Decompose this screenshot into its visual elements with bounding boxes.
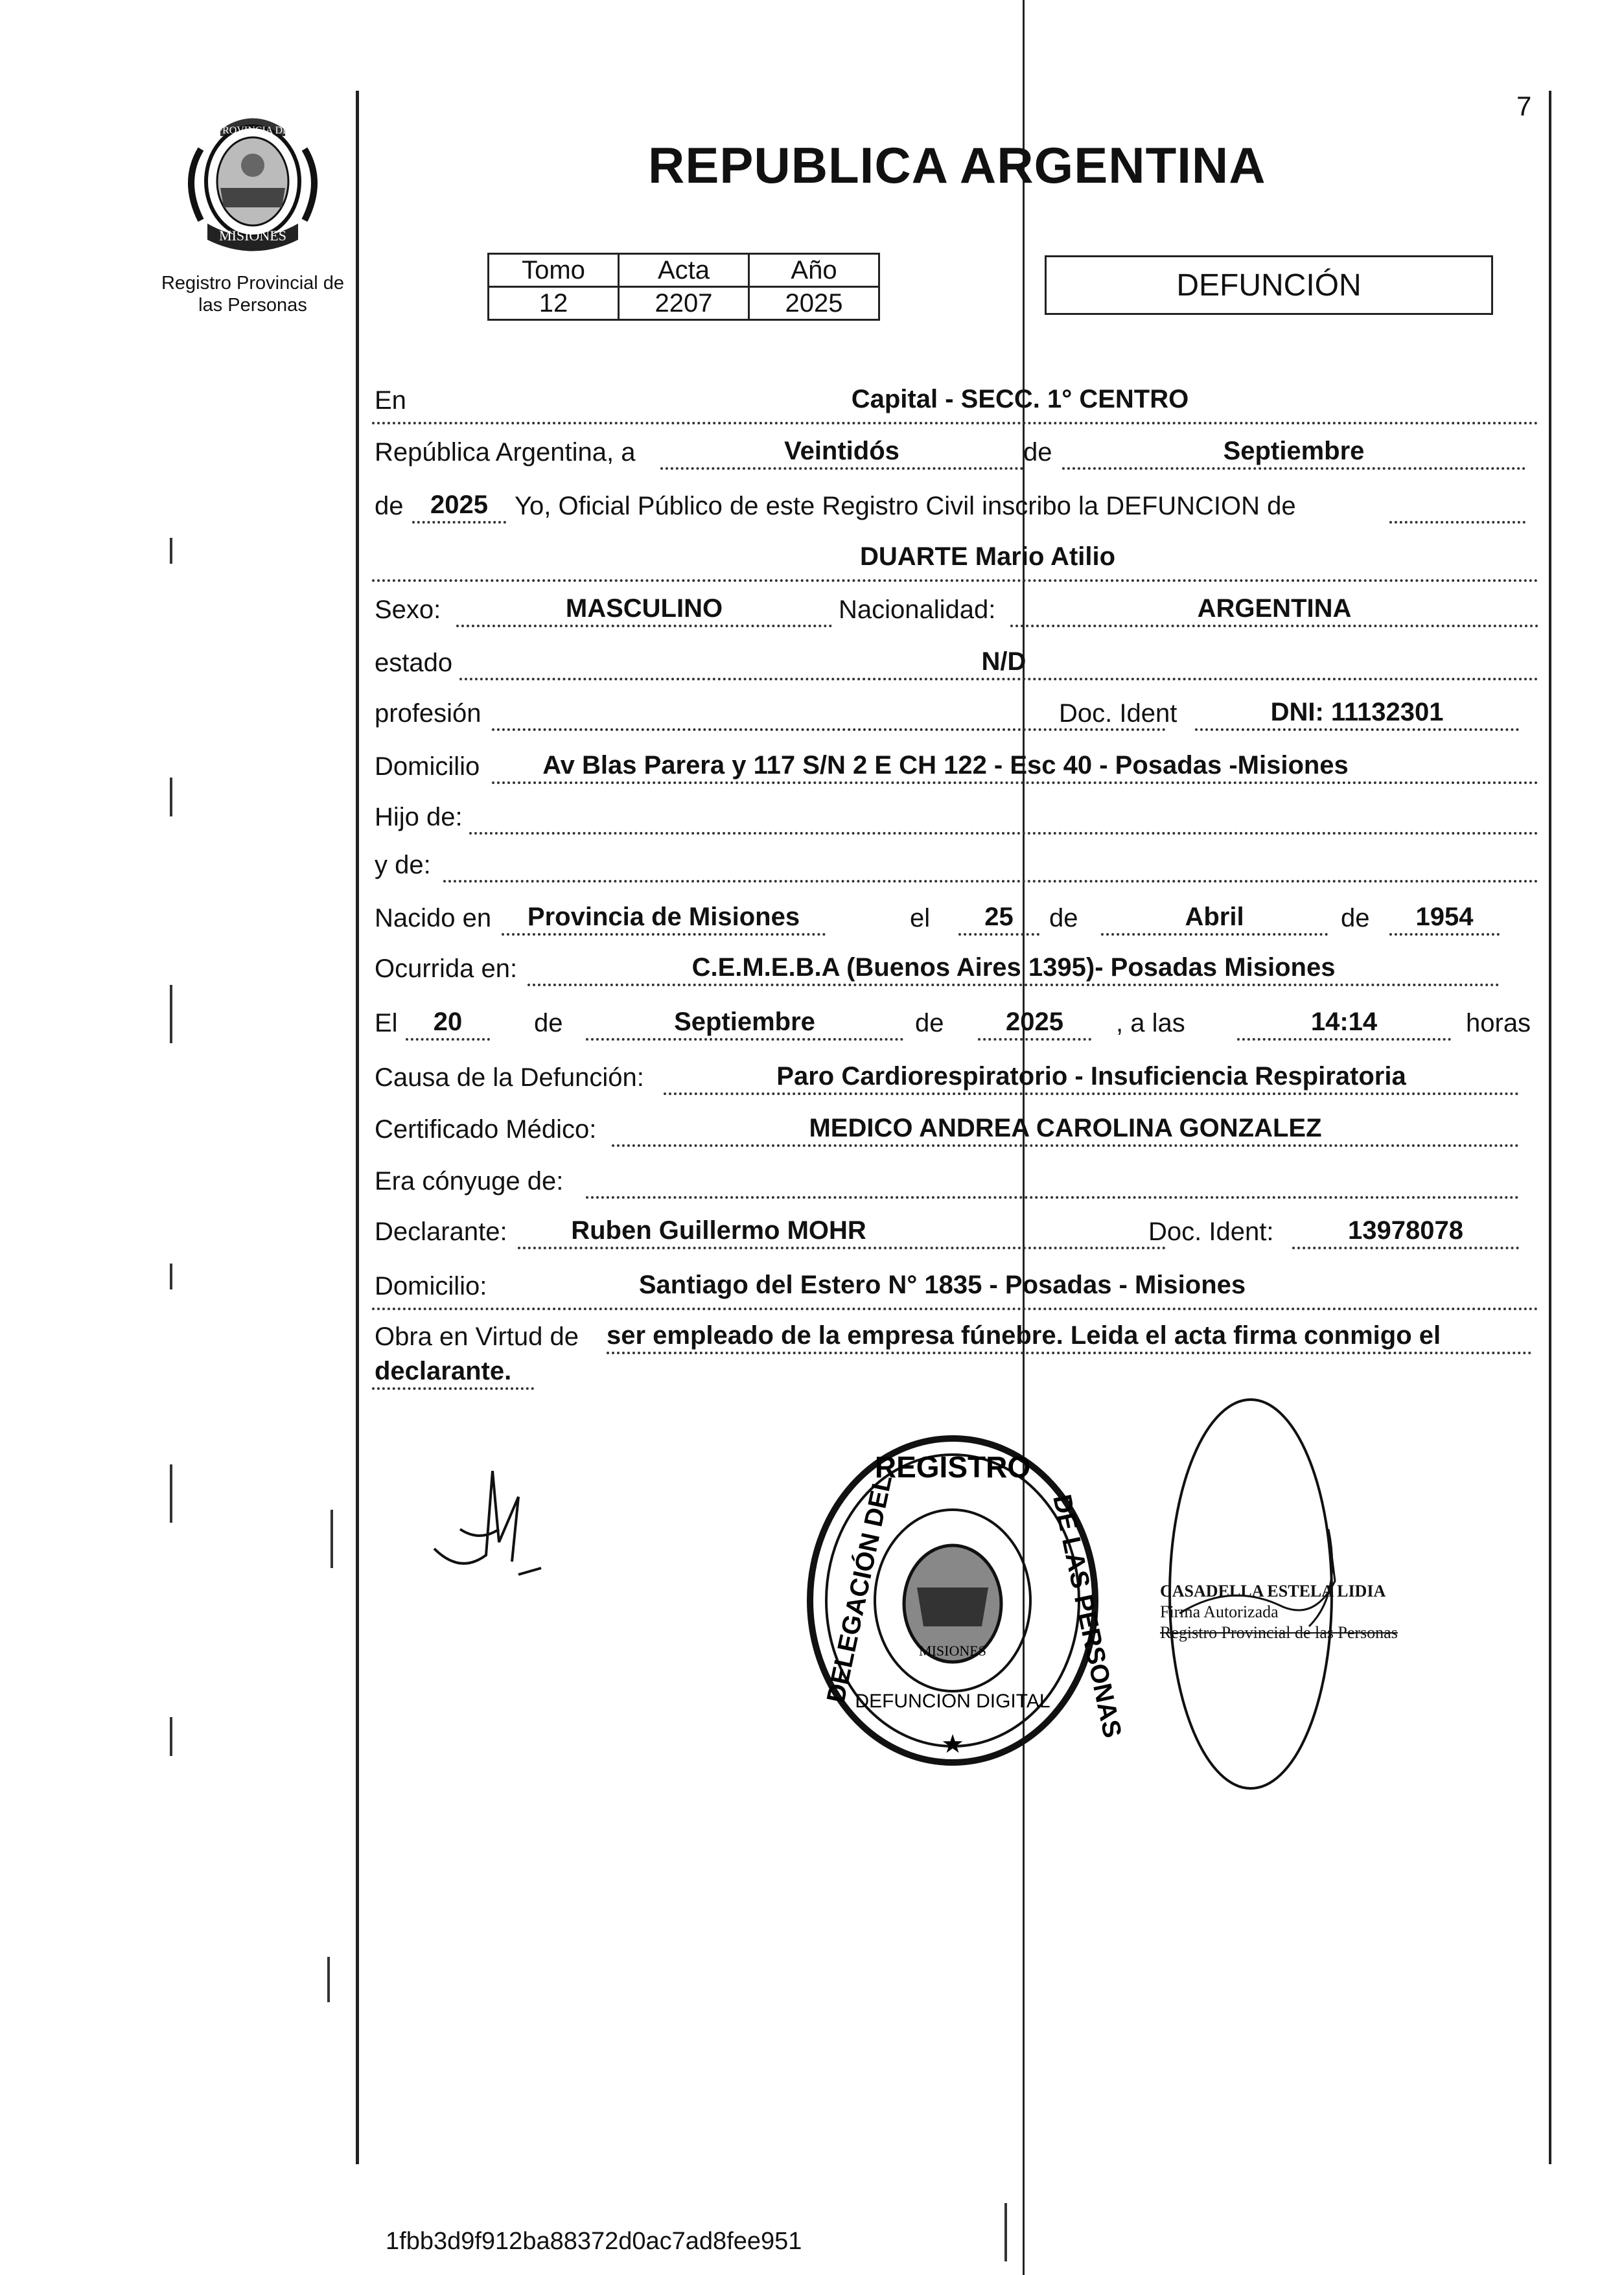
label-nacionalidad: Nacionalidad: (839, 595, 996, 624)
label-en: En (375, 386, 406, 415)
left-margin-rule (356, 91, 359, 2164)
label-alas: , a las (1116, 1009, 1185, 1037)
label-el: el (910, 904, 931, 932)
label-de5: de (534, 1009, 563, 1037)
label-nacido: Nacido en (375, 904, 492, 932)
value-obra: ser empleado de la empresa fúnebre. Leida el acta firma conmigo el (607, 1321, 1441, 1350)
dotted-line (456, 625, 832, 627)
row-en (372, 373, 1538, 424)
dotted-line (372, 1387, 534, 1390)
row-domicilio-declarante (372, 1258, 1538, 1310)
label-de: de (1023, 438, 1052, 467)
dotted-line (469, 832, 1538, 835)
row-ocurrida (372, 941, 1538, 993)
value-birth-day: 25 (984, 903, 1014, 931)
registry-label: Registro Provincial de las Personas (161, 273, 345, 316)
row-causa (372, 1050, 1538, 1102)
label-yde: y de: (375, 851, 431, 879)
row-nombre (372, 530, 1538, 582)
right-margin-rule (1549, 91, 1551, 2164)
dotted-line (1010, 625, 1538, 627)
row-sexo (372, 582, 1538, 634)
province-crest-logo (162, 110, 343, 259)
label-de3: de (1049, 904, 1078, 932)
dotted-line (1237, 1038, 1451, 1041)
label-sexo: Sexo: (375, 595, 441, 624)
signer-line2: Firma Autorizada (1160, 1602, 1279, 1621)
value-domicilio2: Santiago del Estero N° 1835 - Posadas - Misiones (638, 1271, 1246, 1299)
dotted-line (1389, 933, 1500, 936)
dotted-line (1062, 467, 1525, 470)
dotted-line (518, 1247, 1166, 1249)
value-ocurrida: C.E.M.E.B.A (Buenos Aires 1395)- Posadas Misiones (691, 953, 1336, 982)
dotted-line (958, 933, 1039, 936)
label-profesion: profesión (375, 699, 481, 728)
svg-text:MISIONES: MISIONES (219, 227, 286, 244)
dotted-line (1101, 933, 1328, 936)
table-header-anio: Año (749, 254, 879, 287)
page-title: REPUBLICA ARGENTINA (648, 137, 1266, 194)
row-fecha-defuncion (372, 995, 1538, 1047)
value-certificado: MEDICO ANDREA CAROLINA GONZALEZ (809, 1114, 1322, 1142)
value-birth-month: Abril (1185, 903, 1244, 931)
dotted-line (664, 1092, 1519, 1095)
row-inscribe (372, 478, 1538, 530)
scan-mark (170, 985, 172, 1043)
row-nacido (372, 890, 1538, 942)
value-day: Veintidós (784, 437, 899, 465)
dotted-line (459, 678, 1538, 680)
dotted-line (1389, 521, 1525, 524)
dotted-line (586, 1038, 903, 1041)
label-domicilio: Domicilio (375, 752, 480, 781)
value-en: Capital - SECC. 1° CENTRO (851, 385, 1189, 413)
row-domicilio (372, 739, 1538, 791)
label-causa: Causa de la Defunción: (375, 1063, 644, 1092)
row-estado (372, 635, 1538, 687)
document-hash: 1fbb3d9f912ba88372d0ac7ad8fee951 (386, 2228, 802, 2255)
signer-block (1160, 1581, 1398, 1643)
scan-mark (331, 1510, 333, 1568)
value-nacido: Provincia de Misiones (527, 903, 800, 931)
scan-mark (170, 538, 172, 564)
scan-mark (170, 778, 172, 816)
value-declarante: Ruben Guillermo MOHR (571, 1216, 866, 1245)
table-value-tomo: 12 (489, 287, 619, 320)
label-el2: El (375, 1009, 398, 1037)
dotted-line (492, 781, 1538, 784)
inscribe-text: Yo, Oficial Público de este Registro Civil inscribo la DEFUNCION de (515, 492, 1296, 520)
row-profesion (372, 686, 1538, 737)
dotted-line (660, 467, 1023, 470)
dotted-line (492, 728, 1166, 731)
table-header-acta: Acta (619, 254, 749, 287)
declarant-signature (421, 1458, 564, 1600)
dotted-line (412, 521, 506, 524)
row-certificado (372, 1102, 1538, 1153)
label-conyuge: Era cónyuge de: (375, 1167, 564, 1195)
label-declarante: Declarante: (375, 1218, 507, 1246)
dotted-line (586, 1196, 1519, 1199)
svg-text:DELEGACIÓN DEL: DELEGACIÓN DEL (821, 1472, 898, 1705)
label-horas: horas (1466, 1009, 1531, 1037)
label-domicilio2: Domicilio: (375, 1272, 487, 1300)
svg-text:REGISTRO: REGISTRO (874, 1450, 1031, 1484)
value-death-day: 20 (433, 1008, 463, 1036)
dotted-line (612, 1144, 1519, 1147)
dotted-line (406, 1038, 490, 1041)
svg-text:DEFUNCION DIGITAL: DEFUNCION DIGITAL (855, 1691, 1050, 1712)
svg-text:MISIONES: MISIONES (919, 1643, 986, 1659)
label-ocurrida: Ocurrida en: (375, 954, 518, 983)
label-doc: Doc. Ident (1059, 699, 1177, 728)
dotted-line (1292, 1247, 1519, 1249)
row-yde (372, 837, 1538, 889)
value-death-time: 14:14 (1310, 1008, 1378, 1036)
record-table (487, 253, 880, 321)
label-certificado: Certificado Médico: (375, 1115, 597, 1144)
scan-mark (1004, 2203, 1007, 2261)
row-fecha (372, 424, 1538, 476)
value-nacionalidad: ARGENTINA (1197, 594, 1352, 623)
table-value-acta: 2207 (619, 287, 749, 320)
value-obra-2: declarante. (375, 1357, 512, 1385)
value-estado: N/D (981, 647, 1027, 676)
value-death-month: Septiembre (674, 1008, 815, 1036)
page-number: 7 (1516, 91, 1532, 121)
scan-mark (170, 1264, 172, 1289)
label-obra: Obra en Virtud de (375, 1322, 579, 1351)
value-year: 2025 (430, 491, 488, 519)
value-doc2: 13978078 (1348, 1216, 1463, 1245)
value-domicilio: Av Blas Parera y 117 S/N 2 E CH 122 - Esc 40 - Posadas -Misiones (542, 751, 1349, 780)
record-type-box: DEFUNCIÓN (1045, 255, 1493, 315)
scan-mark (170, 1717, 172, 1756)
dotted-line (502, 933, 826, 936)
value-causa: Paro Cardiorespiratorio - Insuficiencia Respiratoria (776, 1062, 1406, 1091)
svg-text:PROVINCIA DE: PROVINCIA DE (216, 125, 289, 136)
label-republica: República Argentina, a (375, 438, 636, 467)
row-conyuge (372, 1153, 1538, 1205)
label-de2: de (375, 492, 404, 520)
scan-mark (170, 1464, 172, 1523)
row-hijo (372, 789, 1538, 841)
table-value-anio: 2025 (749, 287, 879, 320)
official-stamp (804, 1432, 1127, 1769)
value-sexo: MASCULINO (565, 594, 723, 623)
label-estado: estado (375, 649, 453, 677)
row-declarante (372, 1204, 1538, 1256)
label-de6: de (915, 1009, 944, 1037)
label-doc2: Doc. Ident: (1148, 1218, 1274, 1246)
label-de4: de (1341, 904, 1370, 932)
dotted-line (443, 880, 1538, 883)
dotted-line (1195, 728, 1519, 731)
signer-name: CASADELLA ESTELA LIDIA (1160, 1582, 1386, 1600)
table-header-tomo: Tomo (489, 254, 619, 287)
dotted-line (528, 984, 1500, 986)
value-birth-year: 1954 (1415, 903, 1474, 931)
svg-text:DE LAS PERSONAS: DE LAS PERSONAS (1047, 1492, 1127, 1740)
svg-text:★: ★ (941, 1730, 964, 1759)
scan-mark (327, 1957, 330, 2002)
value-deceased-name: DUARTE Mario Atilio (859, 542, 1116, 571)
signer-line3: Registro Provincial de las Personas (1160, 1623, 1398, 1642)
value-month: Septiembre (1223, 437, 1365, 465)
value-death-year: 2025 (1006, 1008, 1063, 1036)
value-doc: DNI: 11132301 (1270, 698, 1444, 726)
dotted-line (978, 1038, 1091, 1041)
label-hijo: Hijo de: (375, 803, 463, 831)
